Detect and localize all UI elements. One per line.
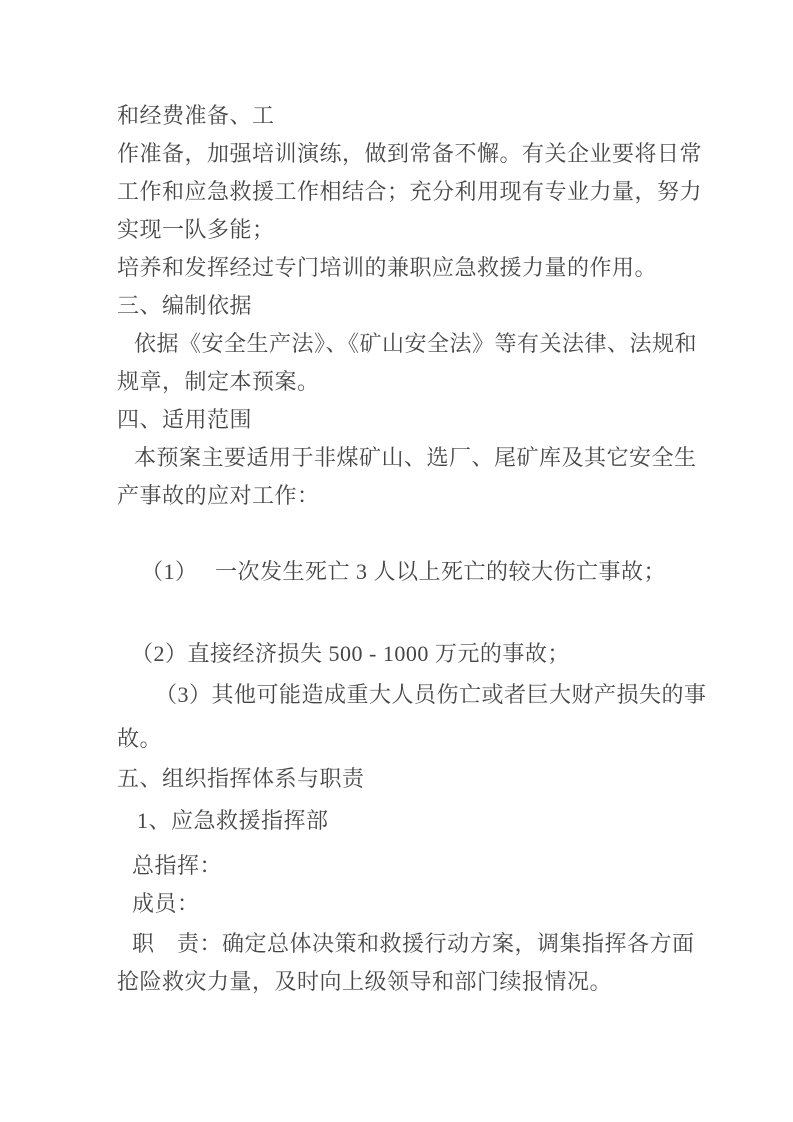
text-line: 实现一队多能； xyxy=(117,217,275,242)
text-line: 本预案主要适用于非煤矿山、选厂、尾矿库及其它安全生 xyxy=(134,445,697,470)
text-line: 产事故的应对工作： xyxy=(117,483,320,508)
text-line: 培养和发挥经过专门培训的兼职应急救援力量的作用。 xyxy=(117,255,658,280)
text-line: 依据《安全生产法》、《矿山安全法》等有关法律、法规和 xyxy=(134,331,698,356)
text-line: （3）其他可能造成重大人员伤亡或者巨大财产损失的事 xyxy=(155,682,707,707)
text-line: 作准备，加强培训演练，做到常备不懈。有关企业要将日常 xyxy=(117,141,703,166)
text-line: 工作和应急救援工作相结合；充分利用现有专业力量，努力 xyxy=(117,179,703,204)
text-line: 五、组织指挥体系与职责 xyxy=(117,766,365,791)
text-line: （2）直接经济损失 500 - 1000 万元的事故； xyxy=(131,641,570,666)
text-line: 成员： xyxy=(132,891,200,916)
document-content xyxy=(117,97,717,1001)
text-line: 抢险救灾力量，及时向上级领导和部门续报情况。 xyxy=(117,969,613,994)
text-line: 四、适用范围 xyxy=(117,407,253,432)
text-line: 规章，制定本预案。 xyxy=(117,369,320,394)
text-line: 三、编制依据 xyxy=(117,293,253,318)
text-line: 和经费准备、工 xyxy=(117,103,275,128)
text-line: 总指挥： xyxy=(132,853,223,878)
text-line: 1、应急救援指挥部 xyxy=(137,808,329,833)
text-line: 职 责：确定总体决策和救援行动方案，调集指挥各方面 xyxy=(132,931,695,956)
text-line: （1） 一次发生死亡 3 人以上死亡的较大伤亡事故； xyxy=(141,559,667,584)
text-line: 故。 xyxy=(117,726,163,751)
